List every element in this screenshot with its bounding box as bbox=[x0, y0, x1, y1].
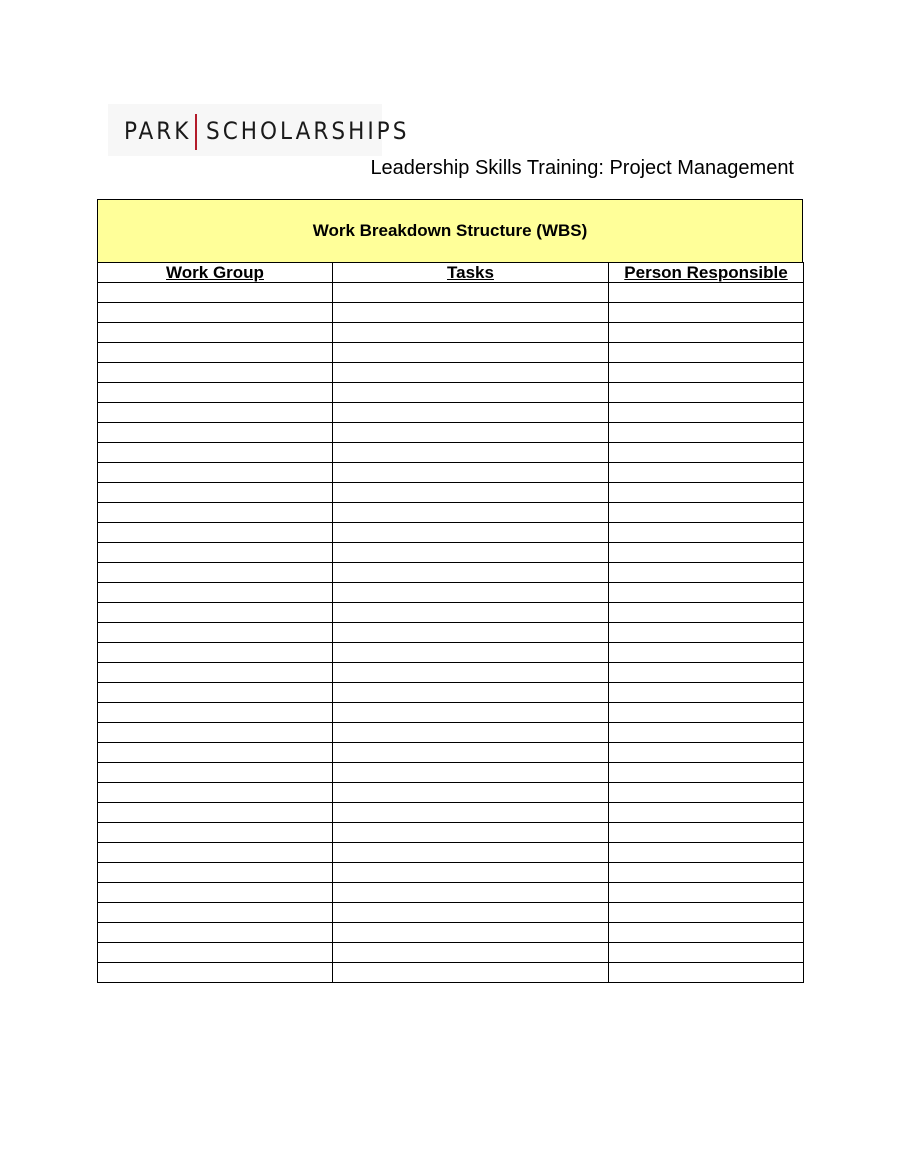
table-row bbox=[98, 883, 804, 903]
work-group-cell[interactable] bbox=[98, 523, 333, 543]
person-responsible-cell[interactable] bbox=[609, 703, 804, 723]
work-group-cell[interactable] bbox=[98, 423, 333, 443]
tasks-cell[interactable] bbox=[333, 763, 609, 783]
person-responsible-cell[interactable] bbox=[609, 323, 804, 343]
column-header-work-group: Work Group bbox=[98, 263, 333, 283]
person-responsible-cell[interactable] bbox=[609, 483, 804, 503]
table-row bbox=[98, 443, 804, 463]
work-group-cell[interactable] bbox=[98, 943, 333, 963]
person-responsible-cell[interactable] bbox=[609, 863, 804, 883]
work-group-cell[interactable] bbox=[98, 463, 333, 483]
tasks-cell[interactable] bbox=[333, 683, 609, 703]
work-group-cell[interactable] bbox=[98, 743, 333, 763]
person-responsible-cell[interactable] bbox=[609, 803, 804, 823]
work-group-cell[interactable] bbox=[98, 843, 333, 863]
person-responsible-cell[interactable] bbox=[609, 903, 804, 923]
logo-park-text: PARK bbox=[124, 117, 192, 145]
person-responsible-cell[interactable] bbox=[609, 503, 804, 523]
table-row bbox=[98, 763, 804, 783]
person-responsible-cell[interactable] bbox=[609, 723, 804, 743]
table-row bbox=[98, 923, 804, 943]
table-row bbox=[98, 623, 804, 643]
work-group-cell[interactable] bbox=[98, 863, 333, 883]
person-responsible-cell[interactable] bbox=[609, 923, 804, 943]
table-row bbox=[98, 563, 804, 583]
person-responsible-cell[interactable] bbox=[609, 523, 804, 543]
park-scholarships-logo bbox=[108, 104, 410, 156]
tasks-cell[interactable] bbox=[333, 623, 609, 643]
table-row bbox=[98, 743, 804, 763]
table-row bbox=[98, 603, 804, 623]
tasks-cell[interactable] bbox=[333, 463, 609, 483]
work-group-cell[interactable] bbox=[98, 883, 333, 903]
table-row bbox=[98, 303, 804, 323]
work-group-cell[interactable] bbox=[98, 583, 333, 603]
tasks-cell[interactable] bbox=[333, 383, 609, 403]
person-responsible-cell[interactable] bbox=[609, 383, 804, 403]
work-group-cell[interactable] bbox=[98, 723, 333, 743]
tasks-cell[interactable] bbox=[333, 903, 609, 923]
wbs-heading-text: Work Breakdown Structure (WBS) bbox=[312, 221, 588, 240]
table-row bbox=[98, 643, 804, 663]
work-group-cell[interactable] bbox=[98, 663, 333, 683]
person-responsible-cell[interactable] bbox=[609, 583, 804, 603]
work-group-cell[interactable] bbox=[98, 803, 333, 823]
work-group-cell[interactable] bbox=[98, 443, 333, 463]
person-responsible-cell[interactable] bbox=[609, 623, 804, 643]
tasks-cell[interactable] bbox=[333, 303, 609, 323]
table-row bbox=[98, 503, 804, 523]
work-group-cell[interactable] bbox=[98, 703, 333, 723]
work-group-cell[interactable] bbox=[98, 403, 333, 423]
work-group-cell[interactable] bbox=[98, 563, 333, 583]
person-responsible-cell[interactable] bbox=[609, 563, 804, 583]
person-responsible-cell[interactable] bbox=[609, 823, 804, 843]
table-row bbox=[98, 383, 804, 403]
tasks-cell[interactable] bbox=[333, 403, 609, 423]
logo-divider bbox=[195, 114, 197, 150]
table-row bbox=[98, 783, 804, 803]
person-responsible-cell[interactable] bbox=[609, 283, 804, 303]
tasks-cell[interactable] bbox=[333, 283, 609, 303]
person-responsible-cell[interactable] bbox=[609, 463, 804, 483]
tasks-cell[interactable] bbox=[333, 863, 609, 883]
work-group-cell[interactable] bbox=[98, 923, 333, 943]
person-responsible-cell[interactable] bbox=[609, 363, 804, 383]
table-row bbox=[98, 463, 804, 483]
table-row bbox=[98, 523, 804, 543]
tasks-cell[interactable] bbox=[333, 963, 609, 983]
table-row bbox=[98, 683, 804, 703]
tasks-cell[interactable] bbox=[333, 883, 609, 903]
table-row bbox=[98, 283, 804, 303]
document-title: Leadership Skills Training: Project Management bbox=[370, 157, 794, 179]
person-responsible-cell[interactable] bbox=[609, 943, 804, 963]
tasks-cell[interactable] bbox=[333, 543, 609, 563]
person-responsible-cell[interactable] bbox=[609, 443, 804, 463]
work-group-cell[interactable] bbox=[98, 543, 333, 563]
wbs-table-body bbox=[98, 283, 804, 983]
tasks-cell[interactable] bbox=[333, 743, 609, 763]
column-header-tasks: Tasks bbox=[333, 263, 609, 283]
table-row bbox=[98, 823, 804, 843]
work-group-cell[interactable] bbox=[98, 823, 333, 843]
table-row bbox=[98, 483, 804, 503]
work-group-cell[interactable] bbox=[98, 643, 333, 663]
tasks-cell[interactable] bbox=[333, 343, 609, 363]
person-responsible-cell[interactable] bbox=[609, 883, 804, 903]
work-group-cell[interactable] bbox=[98, 623, 333, 643]
tasks-cell[interactable] bbox=[333, 483, 609, 503]
tasks-cell[interactable] bbox=[333, 843, 609, 863]
wbs-column-header-row bbox=[98, 263, 804, 283]
tasks-cell[interactable] bbox=[333, 723, 609, 743]
wbs-heading bbox=[97, 199, 803, 263]
tasks-cell[interactable] bbox=[333, 363, 609, 383]
tasks-cell[interactable] bbox=[333, 643, 609, 663]
tasks-cell[interactable] bbox=[333, 423, 609, 443]
work-group-cell[interactable] bbox=[98, 303, 333, 323]
person-responsible-cell[interactable] bbox=[609, 683, 804, 703]
table-row bbox=[98, 703, 804, 723]
work-group-cell[interactable] bbox=[98, 503, 333, 523]
work-group-cell[interactable] bbox=[98, 383, 333, 403]
table-row bbox=[98, 843, 804, 863]
work-group-cell[interactable] bbox=[98, 283, 333, 303]
tasks-cell[interactable] bbox=[333, 923, 609, 943]
person-responsible-cell[interactable] bbox=[609, 743, 804, 763]
tasks-cell[interactable] bbox=[333, 503, 609, 523]
table-row bbox=[98, 723, 804, 743]
work-group-cell[interactable] bbox=[98, 343, 333, 363]
table-row bbox=[98, 963, 804, 983]
tasks-cell[interactable] bbox=[333, 563, 609, 583]
person-responsible-cell[interactable] bbox=[609, 663, 804, 683]
person-responsible-cell[interactable] bbox=[609, 963, 804, 983]
tasks-cell[interactable] bbox=[333, 783, 609, 803]
table-row bbox=[98, 363, 804, 383]
table-row bbox=[98, 403, 804, 423]
logo-scholarships-text: SCHOLARSHIPS bbox=[206, 117, 410, 145]
person-responsible-cell[interactable] bbox=[609, 543, 804, 563]
table-row bbox=[98, 803, 804, 823]
tasks-cell[interactable] bbox=[333, 323, 609, 343]
tasks-cell[interactable] bbox=[333, 823, 609, 843]
table-row bbox=[98, 943, 804, 963]
work-group-cell[interactable] bbox=[98, 603, 333, 623]
person-responsible-cell[interactable] bbox=[609, 343, 804, 363]
person-responsible-cell[interactable] bbox=[609, 843, 804, 863]
table-row bbox=[98, 903, 804, 923]
table-row bbox=[98, 543, 804, 563]
tasks-cell[interactable] bbox=[333, 603, 609, 623]
column-header-person-responsible: Person Responsible bbox=[609, 263, 804, 283]
person-responsible-cell[interactable] bbox=[609, 763, 804, 783]
person-responsible-cell[interactable] bbox=[609, 303, 804, 323]
tasks-cell[interactable] bbox=[333, 523, 609, 543]
work-group-cell[interactable] bbox=[98, 323, 333, 343]
work-group-cell[interactable] bbox=[98, 483, 333, 503]
table-row bbox=[98, 323, 804, 343]
table-row bbox=[98, 343, 804, 363]
work-group-cell[interactable] bbox=[98, 763, 333, 783]
tasks-cell[interactable] bbox=[333, 803, 609, 823]
work-group-cell[interactable] bbox=[98, 683, 333, 703]
tasks-cell[interactable] bbox=[333, 663, 609, 683]
table-row bbox=[98, 583, 804, 603]
tasks-cell[interactable] bbox=[333, 443, 609, 463]
person-responsible-cell[interactable] bbox=[609, 423, 804, 443]
table-row bbox=[98, 863, 804, 883]
tasks-cell[interactable] bbox=[333, 583, 609, 603]
work-group-cell[interactable] bbox=[98, 903, 333, 923]
wbs-table bbox=[97, 262, 804, 983]
tasks-cell[interactable] bbox=[333, 703, 609, 723]
tasks-cell[interactable] bbox=[333, 943, 609, 963]
work-group-cell[interactable] bbox=[98, 963, 333, 983]
table-row bbox=[98, 423, 804, 443]
person-responsible-cell[interactable] bbox=[609, 403, 804, 423]
work-group-cell[interactable] bbox=[98, 783, 333, 803]
person-responsible-cell[interactable] bbox=[609, 603, 804, 623]
table-row bbox=[98, 663, 804, 683]
person-responsible-cell[interactable] bbox=[609, 783, 804, 803]
person-responsible-cell[interactable] bbox=[609, 643, 804, 663]
work-group-cell[interactable] bbox=[98, 363, 333, 383]
